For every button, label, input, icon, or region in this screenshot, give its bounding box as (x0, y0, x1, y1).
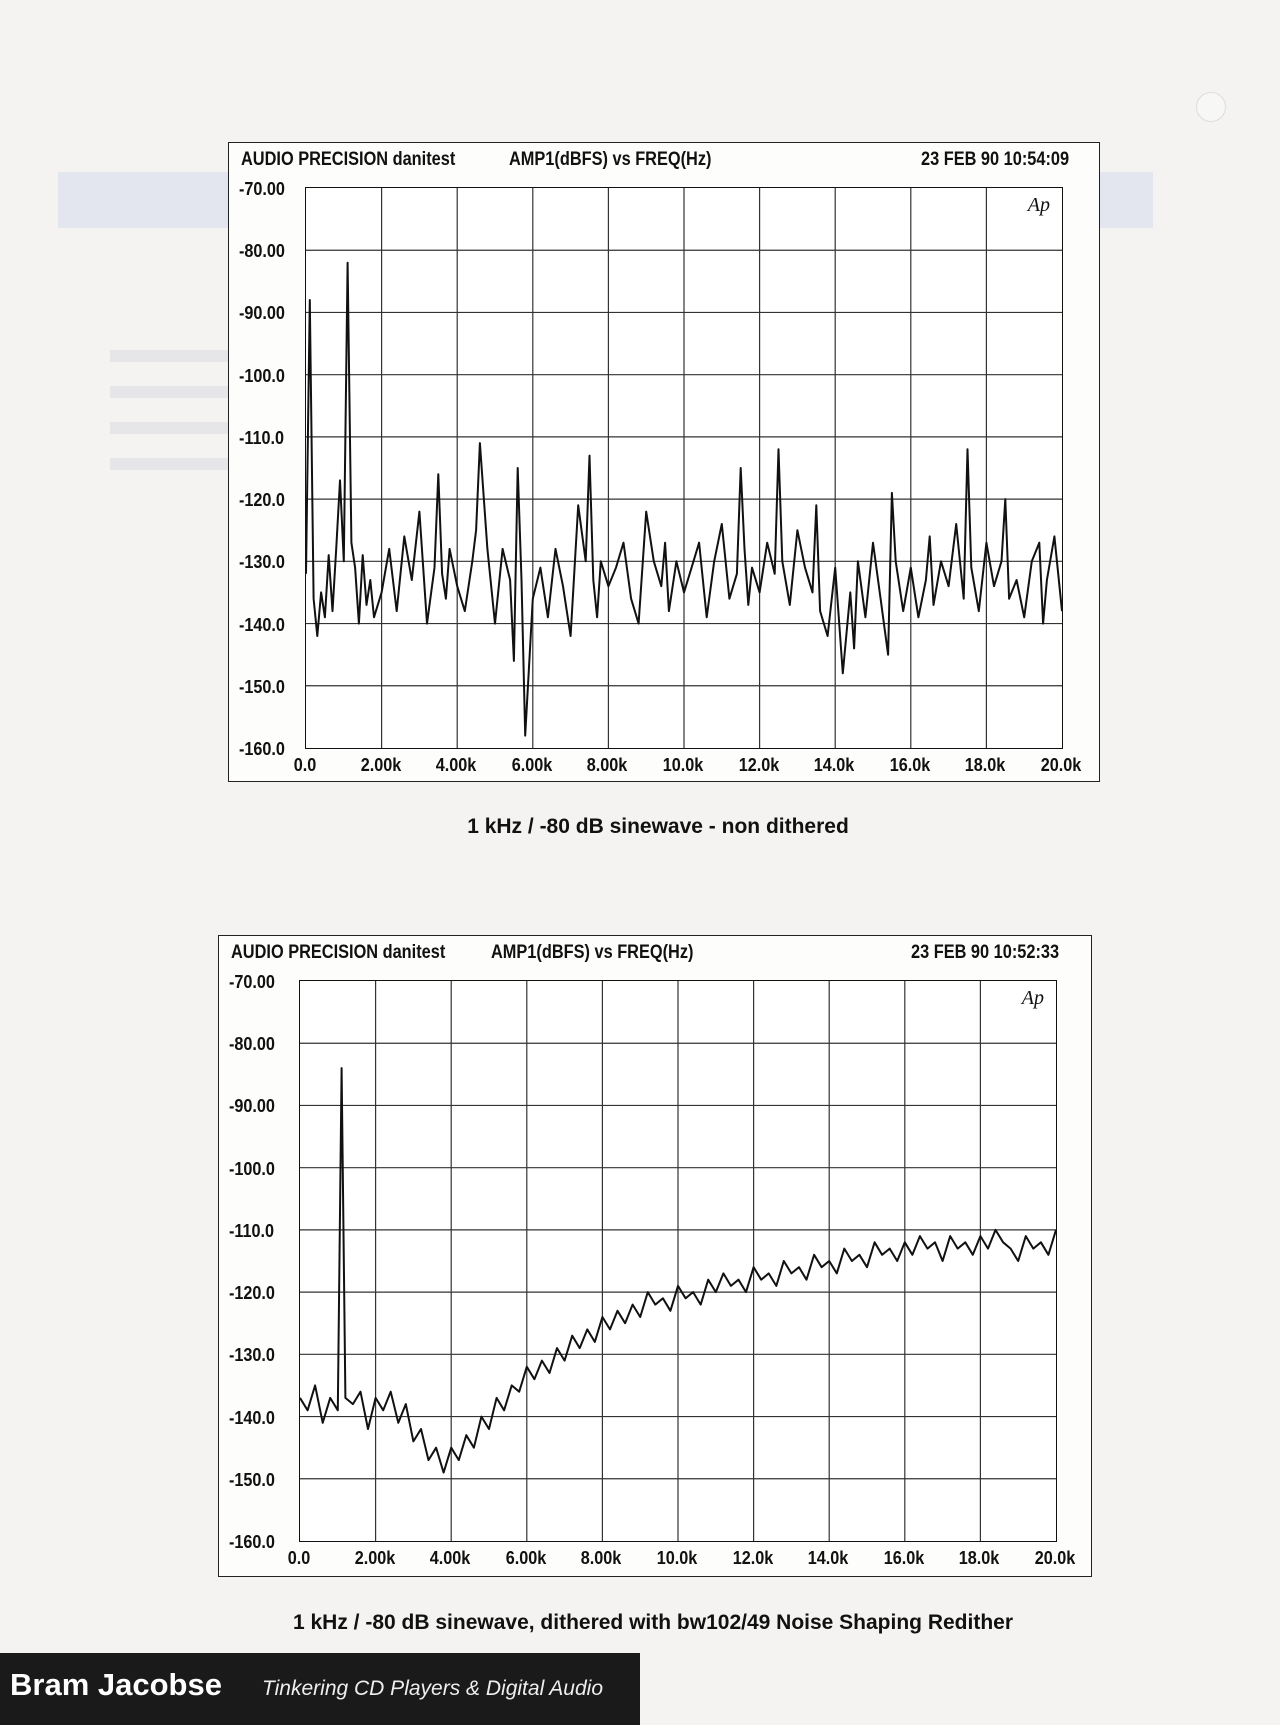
ap-logo: Ap (1027, 194, 1050, 216)
x-tick-label: 14.0k (807, 1548, 849, 1568)
y-tick-label: -90.00 (239, 303, 285, 324)
footer-tagline: Tinkering CD Players & Digital Audio (262, 1677, 604, 1700)
x-tick-label: 12.0k (732, 1548, 773, 1568)
x-tick-label: 2.00k (360, 755, 401, 775)
y-tick-label: -80.00 (229, 1034, 275, 1055)
y-tick-label: -100.0 (239, 365, 285, 386)
y-tick-label: -140.0 (229, 1407, 275, 1428)
x-tick-label: 16.0k (883, 1548, 925, 1568)
chart-header-left: AUDIO PRECISION danitest (241, 149, 456, 170)
y-tick-label: -150.0 (239, 676, 285, 697)
plot-area (299, 980, 1057, 1542)
chart-header-right: 23 FEB 90 10:52:33 (911, 942, 1060, 963)
chart-caption-bottom: 1 kHz / -80 dB sinewave, dithered with bw102/49 Noise Shaping Redither (292, 1611, 1014, 1634)
x-tick-label: 14.0k (813, 755, 855, 775)
x-tick-label: 16.0k (889, 755, 931, 775)
chart-header-middle: AMP1(dBFS) vs FREQ(Hz) (491, 942, 694, 963)
y-tick-label: -130.0 (229, 1345, 275, 1366)
plot-area (305, 187, 1063, 749)
y-tick-label: -160.0 (229, 1532, 275, 1552)
y-tick-label: -90.00 (229, 1096, 275, 1117)
footer-name: Bram Jacobse (10, 1667, 222, 1702)
x-tick-label: 12.0k (738, 755, 779, 775)
y-tick-label: -160.0 (239, 739, 285, 759)
x-tick-label: 4.00k (435, 755, 477, 775)
chart-panel-top (228, 142, 1100, 782)
chart-svg (300, 981, 1056, 1541)
chart-header-left: AUDIO PRECISION danitest (231, 942, 446, 963)
x-tick-label: 18.0k (965, 755, 1006, 775)
chart-panel-bottom (218, 935, 1092, 1577)
x-tick-label: 6.00k (505, 1548, 547, 1568)
y-tick-label: -140.0 (239, 614, 285, 635)
watermark-footer (0, 1653, 640, 1725)
x-tick-label: 20.0k (1040, 755, 1082, 775)
chart-svg (306, 188, 1062, 748)
chart-caption-top: 1 kHz / -80 dB sinewave - non dithered (467, 815, 849, 838)
x-tick-label: 8.00k (587, 755, 628, 775)
y-tick-label: -70.00 (239, 179, 285, 199)
y-tick-label: -150.0 (229, 1469, 275, 1490)
y-tick-label: -80.00 (239, 241, 285, 262)
punch-hole (1196, 92, 1226, 122)
chart-header-right: 23 FEB 90 10:54:09 (921, 149, 1070, 170)
x-tick-label: 4.00k (429, 1548, 471, 1568)
x-tick-label: 0.0 (293, 755, 317, 775)
x-tick-label: 10.0k (656, 1548, 698, 1568)
x-tick-label: 6.00k (511, 755, 553, 775)
y-tick-label: -110.0 (239, 427, 285, 448)
y-tick-label: -110.0 (229, 1220, 275, 1241)
ap-logo: Ap (1021, 987, 1044, 1009)
y-tick-label: -120.0 (239, 490, 285, 511)
chart-header-middle: AMP1(dBFS) vs FREQ(Hz) (509, 149, 712, 170)
y-tick-label: -130.0 (239, 552, 285, 573)
x-tick-label: 10.0k (662, 755, 704, 775)
x-tick-label: 18.0k (959, 1548, 1000, 1568)
x-tick-label: 8.00k (581, 1548, 622, 1568)
y-tick-label: -70.00 (229, 972, 275, 992)
y-tick-label: -100.0 (229, 1158, 275, 1179)
x-tick-label: 2.00k (354, 1548, 395, 1568)
y-tick-label: -120.0 (229, 1283, 275, 1304)
x-tick-label: 20.0k (1034, 1548, 1076, 1568)
x-tick-label: 0.0 (287, 1548, 311, 1568)
